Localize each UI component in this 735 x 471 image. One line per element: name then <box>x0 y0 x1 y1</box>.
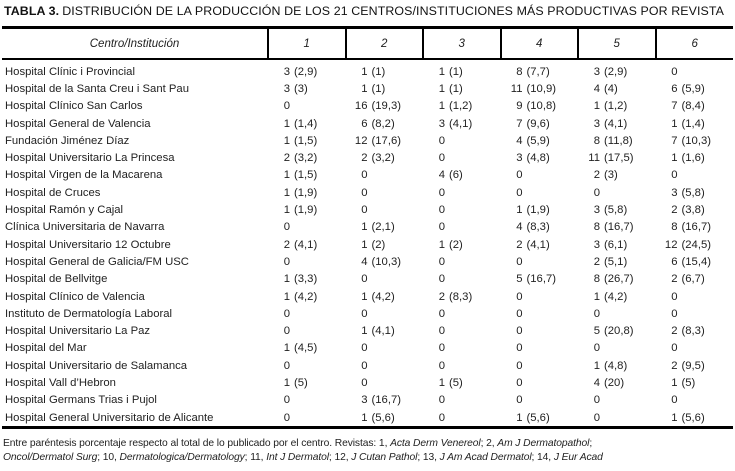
value-cell: 1 (1) <box>361 82 386 95</box>
value-cell: 0 <box>283 359 290 372</box>
value-cell: 4 (4) <box>593 82 618 95</box>
value-cell: 0 <box>283 221 290 234</box>
table-number: TABLA 3. <box>4 4 60 18</box>
header-journal-6: 6 <box>656 28 734 60</box>
value-cell: 0 <box>438 152 445 165</box>
institution-name: Hospital Clínico San Carlos <box>5 100 143 113</box>
footnote-line: Entre paréntesis porcentaje respecto al total de lo publicado por el centro. Revistas: 1, Acta Derm Venereol; 2, Am J Dermatopathol; <box>3 438 593 449</box>
table-row <box>2 59 733 80</box>
value-cell: 1 (1,9) <box>283 186 318 199</box>
institution-name: Hospital Clínico de Valencia <box>5 290 145 303</box>
value-cell: 0 <box>593 411 600 424</box>
value-cell: 4 (10,3) <box>361 255 402 268</box>
header-journal-1: 1 <box>268 28 346 60</box>
table-row <box>2 80 733 97</box>
header-row <box>2 28 733 60</box>
value-cell: 0 <box>438 342 445 355</box>
table-row <box>2 288 733 305</box>
value-cell: 0 <box>438 307 445 320</box>
value-cell: 7 (10,3) <box>671 134 712 147</box>
institution-name: Hospital Clínic i Provincial <box>5 65 135 78</box>
value-cell: 0 <box>361 186 368 199</box>
value-cell: 0 <box>593 342 600 355</box>
value-cell: 1 (5,6) <box>516 411 550 424</box>
table-row <box>2 322 733 339</box>
value-cell: 1 (1,9) <box>283 204 318 217</box>
table-row <box>2 271 733 288</box>
table-caption: DISTRIBUCIÓN DE LA PRODUCCIÓN DE LOS 21 CENTROS/INSTITUCIONES MÁS PRODUCTIVAS POR REVISTA <box>62 4 724 18</box>
value-cell: 1 (5) <box>283 376 308 389</box>
table-row <box>2 305 733 322</box>
value-cell: 0 <box>361 376 368 389</box>
value-cell: 1 (1,2) <box>593 100 628 113</box>
table-row <box>2 374 733 391</box>
value-cell: 0 <box>671 290 678 303</box>
value-cell: 0 <box>593 307 600 320</box>
value-cell: 0 <box>283 325 290 338</box>
value-cell: 1 (1) <box>438 65 463 78</box>
value-cell: 1 (1,4) <box>283 117 318 130</box>
table-row <box>2 149 733 166</box>
value-cell: 6 (15,4) <box>671 255 712 268</box>
value-cell: 0 <box>438 394 445 407</box>
value-cell: 3 (2,9) <box>593 65 628 78</box>
institution-name: Hospital General Universitario de Alicante <box>5 411 214 424</box>
header-journal-3: 3 <box>423 28 501 60</box>
value-cell: 0 <box>438 186 445 199</box>
value-cell: 0 <box>438 134 445 147</box>
value-cell: 1 (5,6) <box>671 411 705 424</box>
table-row <box>2 219 733 236</box>
table-row <box>2 357 733 374</box>
table-header <box>2 28 733 60</box>
value-cell: 3 (2,9) <box>283 65 318 78</box>
institution-name: Hospital Germans Trias i Pujol <box>5 394 157 407</box>
value-cell: 0 <box>283 411 290 424</box>
value-cell: 1 (2) <box>361 238 386 251</box>
value-cell: 2 (3,2) <box>283 152 318 165</box>
table-row <box>2 392 733 409</box>
value-cell: 1 (3,3) <box>283 273 318 286</box>
value-cell: 0 <box>438 204 445 217</box>
value-cell: 0 <box>516 342 523 355</box>
value-cell: 2 (5,1) <box>593 255 628 268</box>
value-cell: 1 (1,5) <box>283 169 318 182</box>
value-cell: 0 <box>516 394 523 407</box>
value-cell: 2 (8,3) <box>438 290 473 303</box>
value-cell: 4 (5,9) <box>516 134 550 147</box>
value-cell: 2 (4,1) <box>283 238 318 251</box>
value-cell: 0 <box>671 342 678 355</box>
value-cell: 1 (4,8) <box>593 359 628 372</box>
value-cell: 8 (16,7) <box>593 221 634 234</box>
value-cell: 1 (1,6) <box>671 152 705 165</box>
value-cell: 5 (16,7) <box>516 273 557 286</box>
value-cell: 0 <box>438 221 445 234</box>
value-cell: 0 <box>361 169 368 182</box>
institution-name: Hospital Universitario 12 Octubre <box>5 238 171 251</box>
institution-name: Hospital del Mar <box>5 342 87 355</box>
value-cell: 12 (17,6) <box>354 134 402 147</box>
value-cell: 2 (3,8) <box>671 204 705 217</box>
institution-name: Hospital General de Galicia/FM USC <box>5 255 189 268</box>
value-cell: 0 <box>516 186 523 199</box>
value-cell: 3 (3) <box>283 82 308 95</box>
value-cell: 0 <box>516 359 523 372</box>
value-cell: 1 (4,1) <box>361 325 395 338</box>
value-cell: 5 (20,8) <box>593 325 634 338</box>
value-cell: 9 (10,8) <box>516 100 557 113</box>
value-cell: 4 (20) <box>593 376 625 389</box>
header-journal-4: 4 <box>501 28 579 60</box>
footnote-line: Oncol/Dermatol Surg; 10, Dermatologica/Dermatology; 11, Int J Dermatol; 12, J Cutan Pathol; 13, J Am Acad Dermatol; 14, J Eur Acad <box>3 451 603 463</box>
table-row <box>2 167 733 184</box>
value-cell: 12 (24,5) <box>664 238 712 251</box>
value-cell: 0 <box>516 325 523 338</box>
value-cell: 2 (3,2) <box>361 152 395 165</box>
value-cell: 0 <box>283 100 290 113</box>
value-cell: 0 <box>438 359 445 372</box>
value-cell: 1 (5,6) <box>361 411 395 424</box>
value-cell: 1 (1,2) <box>438 100 473 113</box>
value-cell: 1 (5) <box>671 376 696 389</box>
value-cell: 2 (3) <box>593 169 618 182</box>
institution-name: Hospital de la Santa Creu i Sant Pau <box>5 82 189 95</box>
value-cell: 16 (19,3) <box>354 100 402 113</box>
institution-name: Hospital Ramón y Cajal <box>5 204 124 217</box>
value-cell: 0 <box>361 307 368 320</box>
value-cell: 2 (4,1) <box>516 238 550 251</box>
value-cell: 0 <box>361 342 368 355</box>
value-cell: 0 <box>516 290 523 303</box>
institution-name: Hospital de Bellvitge <box>5 273 108 286</box>
institution-name: Clínica Universitaria de Navarra <box>5 221 165 234</box>
header-journal-5: 5 <box>578 28 656 60</box>
value-cell: 3 (16,7) <box>361 394 402 407</box>
value-cell: 1 (5) <box>438 376 463 389</box>
value-cell: 1 (1) <box>361 65 386 78</box>
value-cell: 2 (8,3) <box>671 325 705 338</box>
table-row <box>2 115 733 132</box>
institution-name: Hospital de Cruces <box>5 186 101 199</box>
value-cell: 0 <box>438 273 445 286</box>
value-cell: 0 <box>516 169 523 182</box>
value-cell: 0 <box>671 65 678 78</box>
table-row <box>2 184 733 201</box>
table-row <box>2 201 733 218</box>
table-row <box>2 253 733 270</box>
value-cell: 0 <box>361 204 368 217</box>
institution-name: Hospital Vall d’Hebron <box>5 376 116 389</box>
institution-name: Hospital General de Valencia <box>5 117 151 130</box>
institution-name: Hospital Virgen de la Macarena <box>5 169 163 182</box>
value-cell: 0 <box>516 255 523 268</box>
value-cell: 1 (1) <box>438 82 463 95</box>
value-cell: 7 (8,4) <box>671 100 705 113</box>
value-cell: 0 <box>438 255 445 268</box>
table-row <box>2 409 733 428</box>
value-cell: 0 <box>438 325 445 338</box>
value-cell: 4 (8,3) <box>516 221 550 234</box>
value-cell: 2 (6,7) <box>671 273 705 286</box>
value-cell: 0 <box>361 273 368 286</box>
value-cell: 4 (6) <box>438 169 463 182</box>
table-row <box>2 98 733 115</box>
value-cell: 1 (1,5) <box>283 134 318 147</box>
table-row <box>2 236 733 253</box>
value-cell: 1 (4,2) <box>593 290 628 303</box>
header-journal-2: 2 <box>346 28 424 60</box>
value-cell: 1 (1,4) <box>671 117 705 130</box>
value-cell: 0 <box>361 359 368 372</box>
value-cell: 8 (11,8) <box>593 134 633 147</box>
value-cell: 0 <box>593 186 600 199</box>
value-cell: 3 (4,1) <box>438 117 473 130</box>
value-cell: 1 (4,5) <box>283 342 318 355</box>
value-cell: 0 <box>671 307 678 320</box>
value-cell: 1 (2) <box>438 238 463 251</box>
table-title <box>4 4 731 18</box>
table-row <box>2 340 733 357</box>
value-cell: 0 <box>593 394 600 407</box>
institution-name: Instituto de Dermatología Laboral <box>5 307 173 320</box>
value-cell: 3 (4,1) <box>593 117 628 130</box>
header-center-institution: Centro/Institución <box>2 28 268 60</box>
value-cell: 1 (4,2) <box>283 290 318 303</box>
value-cell: 0 <box>671 394 678 407</box>
table-row <box>2 132 733 149</box>
value-cell: 0 <box>438 411 445 424</box>
value-cell: 1 (1,9) <box>516 204 550 217</box>
value-cell: 0 <box>516 307 523 320</box>
value-cell: 6 (5,9) <box>671 82 705 95</box>
value-cell: 11 (10,9) <box>510 82 557 95</box>
value-cell: 3 (5,8) <box>671 186 705 199</box>
value-cell: 2 (9,5) <box>671 359 705 372</box>
value-cell: 3 (4,8) <box>516 152 550 165</box>
institution-name: Hospital Universitario La Paz <box>5 325 151 338</box>
value-cell: 8 (16,7) <box>671 221 712 234</box>
value-cell: 8 (26,7) <box>593 273 634 286</box>
table-body <box>2 59 733 428</box>
value-cell: 0 <box>283 255 290 268</box>
value-cell: 1 (2,1) <box>361 221 395 234</box>
value-cell: 3 (6,1) <box>593 238 628 251</box>
production-table <box>2 26 733 429</box>
value-cell: 11 (17,5) <box>588 152 634 165</box>
value-cell: 7 (9,6) <box>516 117 550 130</box>
institution-name: Hospital Universitario de Salamanca <box>5 359 188 372</box>
value-cell: 8 (7,7) <box>516 65 550 78</box>
value-cell: 0 <box>283 394 290 407</box>
value-cell: 6 (8,2) <box>361 117 395 130</box>
footnote <box>3 437 733 464</box>
value-cell: 0 <box>516 376 523 389</box>
value-cell: 3 (5,8) <box>593 204 628 217</box>
value-cell: 1 (4,2) <box>361 290 395 303</box>
value-cell: 0 <box>671 169 678 182</box>
institution-name: Hospital Universitario La Princesa <box>5 152 175 165</box>
value-cell: 0 <box>283 307 290 320</box>
institution-name: Fundación Jiménez Díaz <box>5 134 130 147</box>
